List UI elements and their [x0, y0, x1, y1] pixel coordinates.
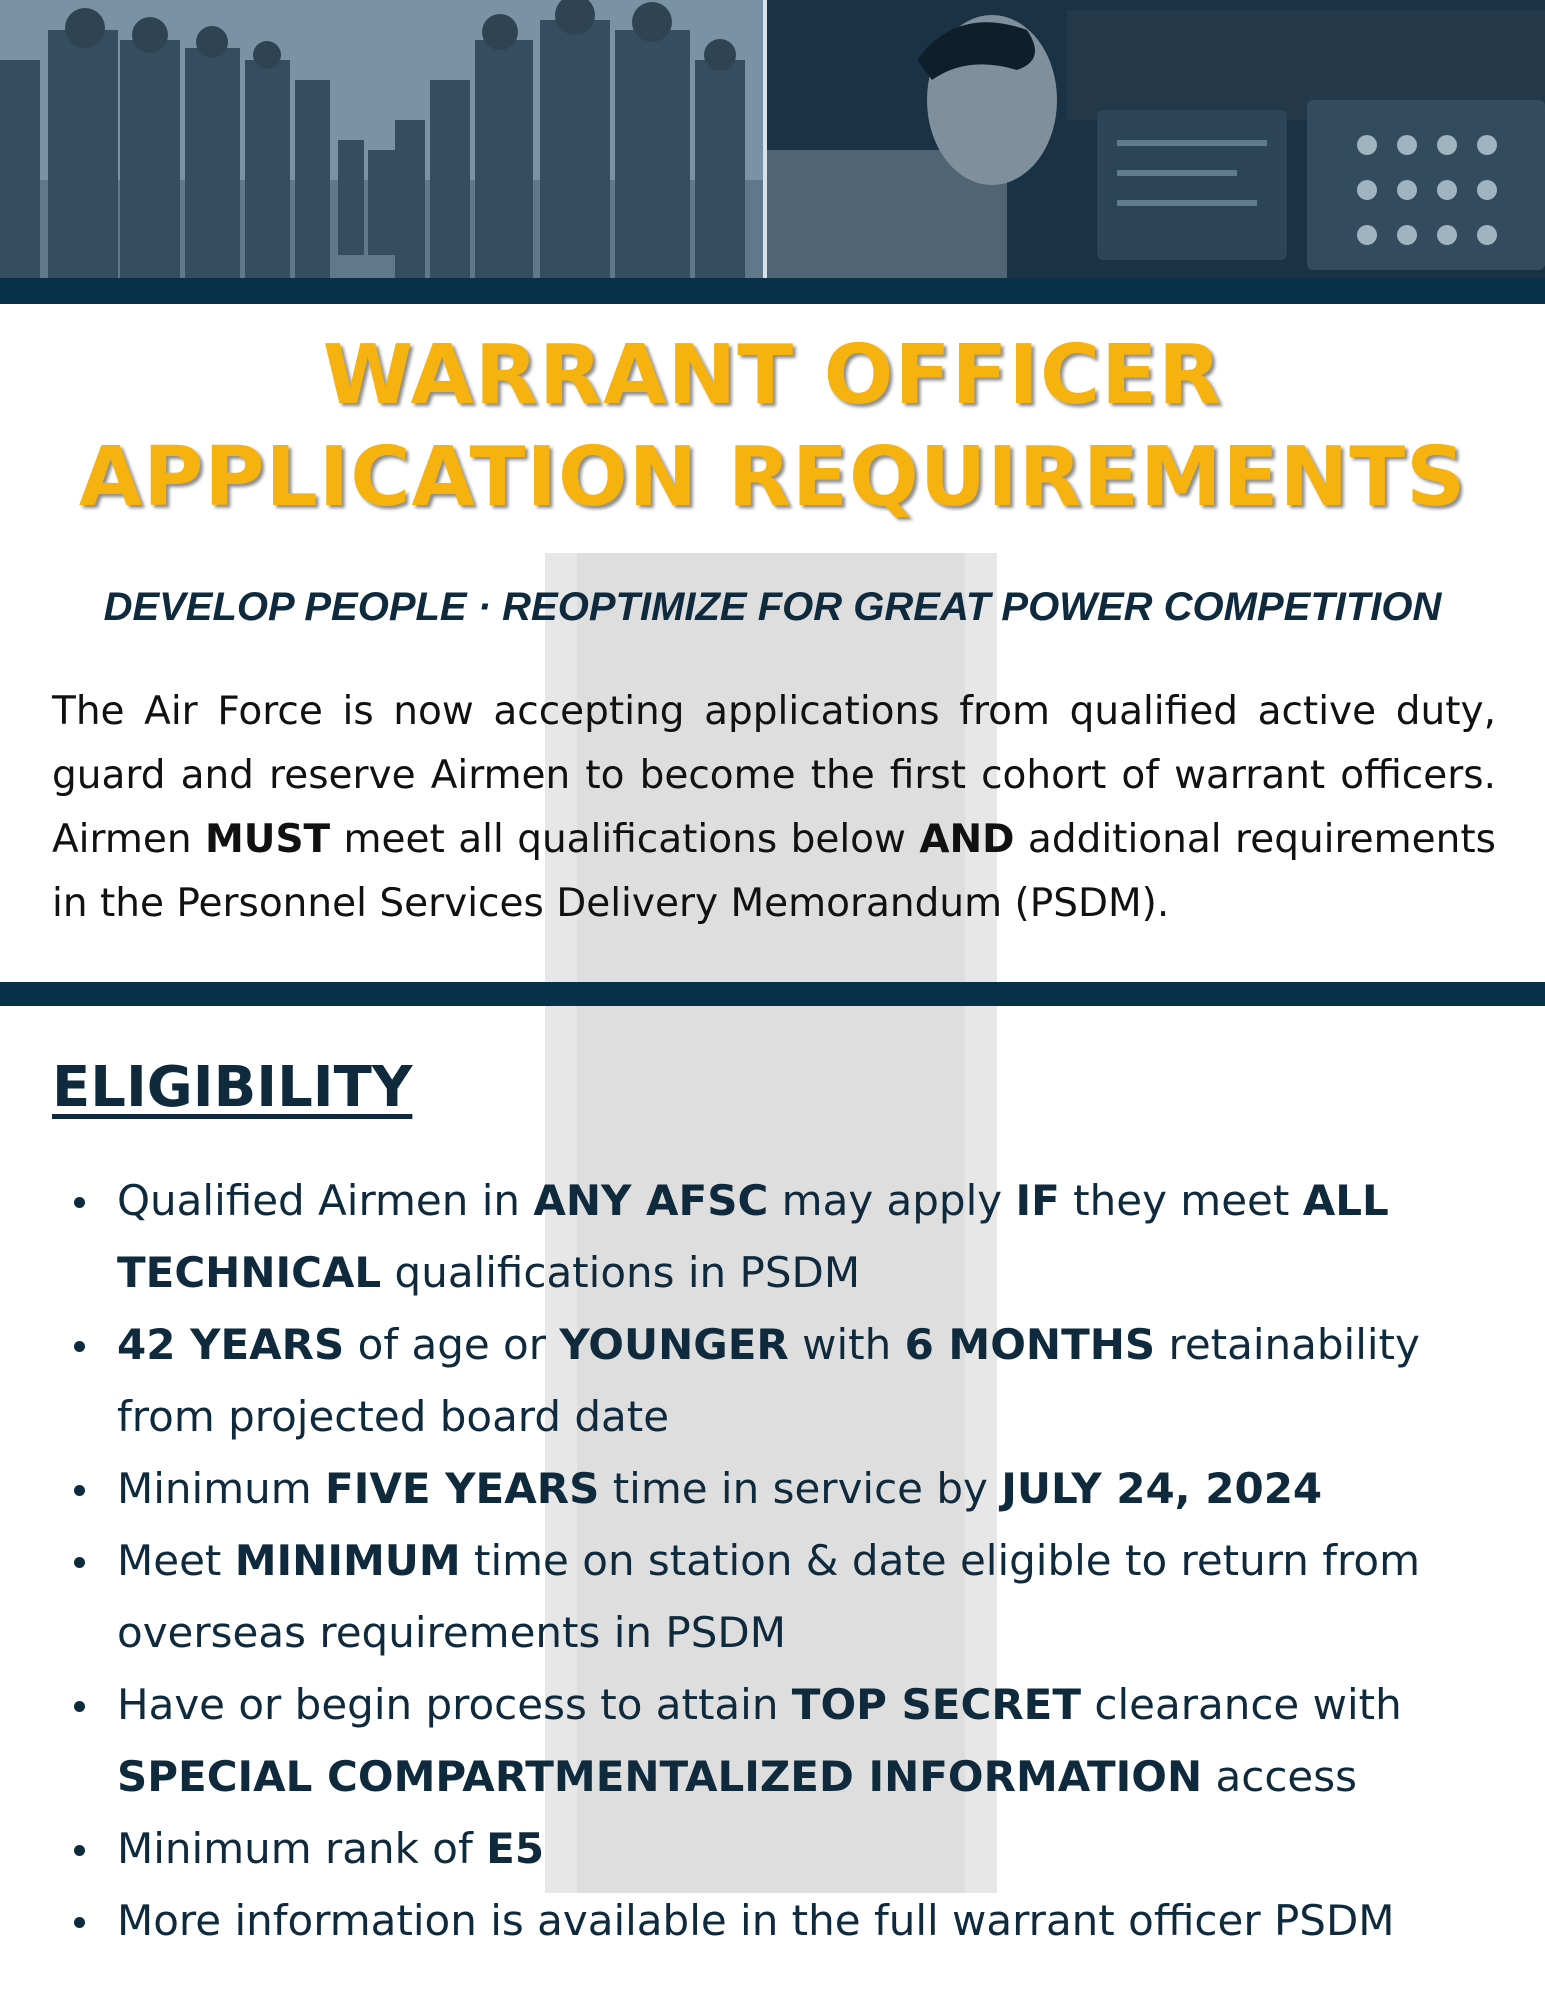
- console-illustration: [767, 0, 1545, 278]
- item-text: Minimum rank of: [117, 1824, 487, 1873]
- header-banner: [0, 0, 1545, 278]
- item-text: Meet: [117, 1536, 235, 1585]
- bullet-icon: [74, 1701, 85, 1712]
- airman-at-console-photo: [767, 0, 1545, 278]
- list-item: [52, 1309, 1502, 1453]
- bullet-icon: [74, 1197, 85, 1208]
- item-text: clearance with: [1081, 1680, 1402, 1729]
- bullet-icon: [74, 1845, 85, 1856]
- list-item: [52, 1525, 1502, 1669]
- item-text: retainability from projected board date: [117, 1320, 1420, 1441]
- list-item: [52, 1165, 1502, 1309]
- intro-text: additional requirements in the Personnel Services Delivery Memorandum (PSDM).: [52, 817, 1496, 926]
- item-emphasis: TOP SECRET: [791, 1680, 1081, 1729]
- list-item: [52, 1813, 1502, 1885]
- bullet-icon: [74, 1557, 85, 1568]
- intro-text: meet all qualifications below: [330, 817, 920, 862]
- bullet-icon: [74, 1917, 85, 1928]
- item-emphasis: 6 MONTHS: [904, 1320, 1156, 1369]
- intro-emphasis: AND: [919, 817, 1015, 862]
- item-text: Minimum: [117, 1464, 325, 1513]
- item-text: time on station & date eligible to return from overseas requirements in PSDM: [117, 1536, 1421, 1657]
- item-emphasis: JULY 24, 2024: [1001, 1464, 1323, 1513]
- formation-illustration: [0, 0, 763, 278]
- item-emphasis: E5: [486, 1824, 545, 1873]
- bullet-icon: [74, 1485, 85, 1496]
- eligibility-list: [52, 1165, 1502, 1957]
- intro-paragraph: [52, 680, 1496, 936]
- bullet-icon: [74, 1341, 85, 1352]
- item-text: time in service by: [599, 1464, 1002, 1513]
- section-divider-bar: [0, 982, 1545, 1006]
- item-text: qualifications in PSDM: [381, 1248, 861, 1297]
- eligibility-heading: ELIGIBILITY: [52, 1055, 413, 1120]
- item-emphasis: YOUNGER: [559, 1320, 789, 1369]
- banner-accent-bar: [0, 278, 1545, 304]
- list-item: [52, 1453, 1502, 1525]
- item-emphasis: ANY AFSC: [533, 1176, 769, 1225]
- item-emphasis: IF: [1015, 1176, 1060, 1225]
- item-emphasis: 42 YEARS: [117, 1320, 345, 1369]
- item-text: access: [1202, 1752, 1358, 1801]
- list-item: [52, 1669, 1502, 1813]
- item-text: of age or: [344, 1320, 560, 1369]
- intro-text: The Air Force is now accepting applications from qualified active duty, guard and reserve Airmen to become the first cohort of warrant officers. Airmen: [52, 689, 1496, 862]
- item-emphasis: SPECIAL COMPARTMENTALIZED INFORMATION: [117, 1752, 1203, 1801]
- page-title-line-1: WARRANT OFFICER: [322, 328, 1223, 423]
- item-emphasis: MINIMUM: [234, 1536, 461, 1585]
- page-title-line-2: APPLICATION REQUIREMENTS: [78, 430, 1467, 525]
- intro-emphasis: MUST: [204, 817, 331, 862]
- item-emphasis: ALL TECHNICAL: [117, 1176, 1389, 1297]
- item-text: Qualified Airmen in: [117, 1176, 534, 1225]
- item-emphasis: FIVE YEARS: [325, 1464, 600, 1513]
- item-text: Have or begin process to attain: [117, 1680, 792, 1729]
- item-text: with: [788, 1320, 905, 1369]
- item-text: may apply: [768, 1176, 1016, 1225]
- airmen-formation-photo: [0, 0, 763, 278]
- tagline: DEVELOP PEOPLE · REOPTIMIZE FOR GREAT POWER COMPETITION: [103, 585, 1442, 629]
- list-item: [52, 1885, 1502, 1957]
- item-text: More information is available in the full warrant officer PSDM: [117, 1896, 1395, 1945]
- item-text: they meet: [1059, 1176, 1303, 1225]
